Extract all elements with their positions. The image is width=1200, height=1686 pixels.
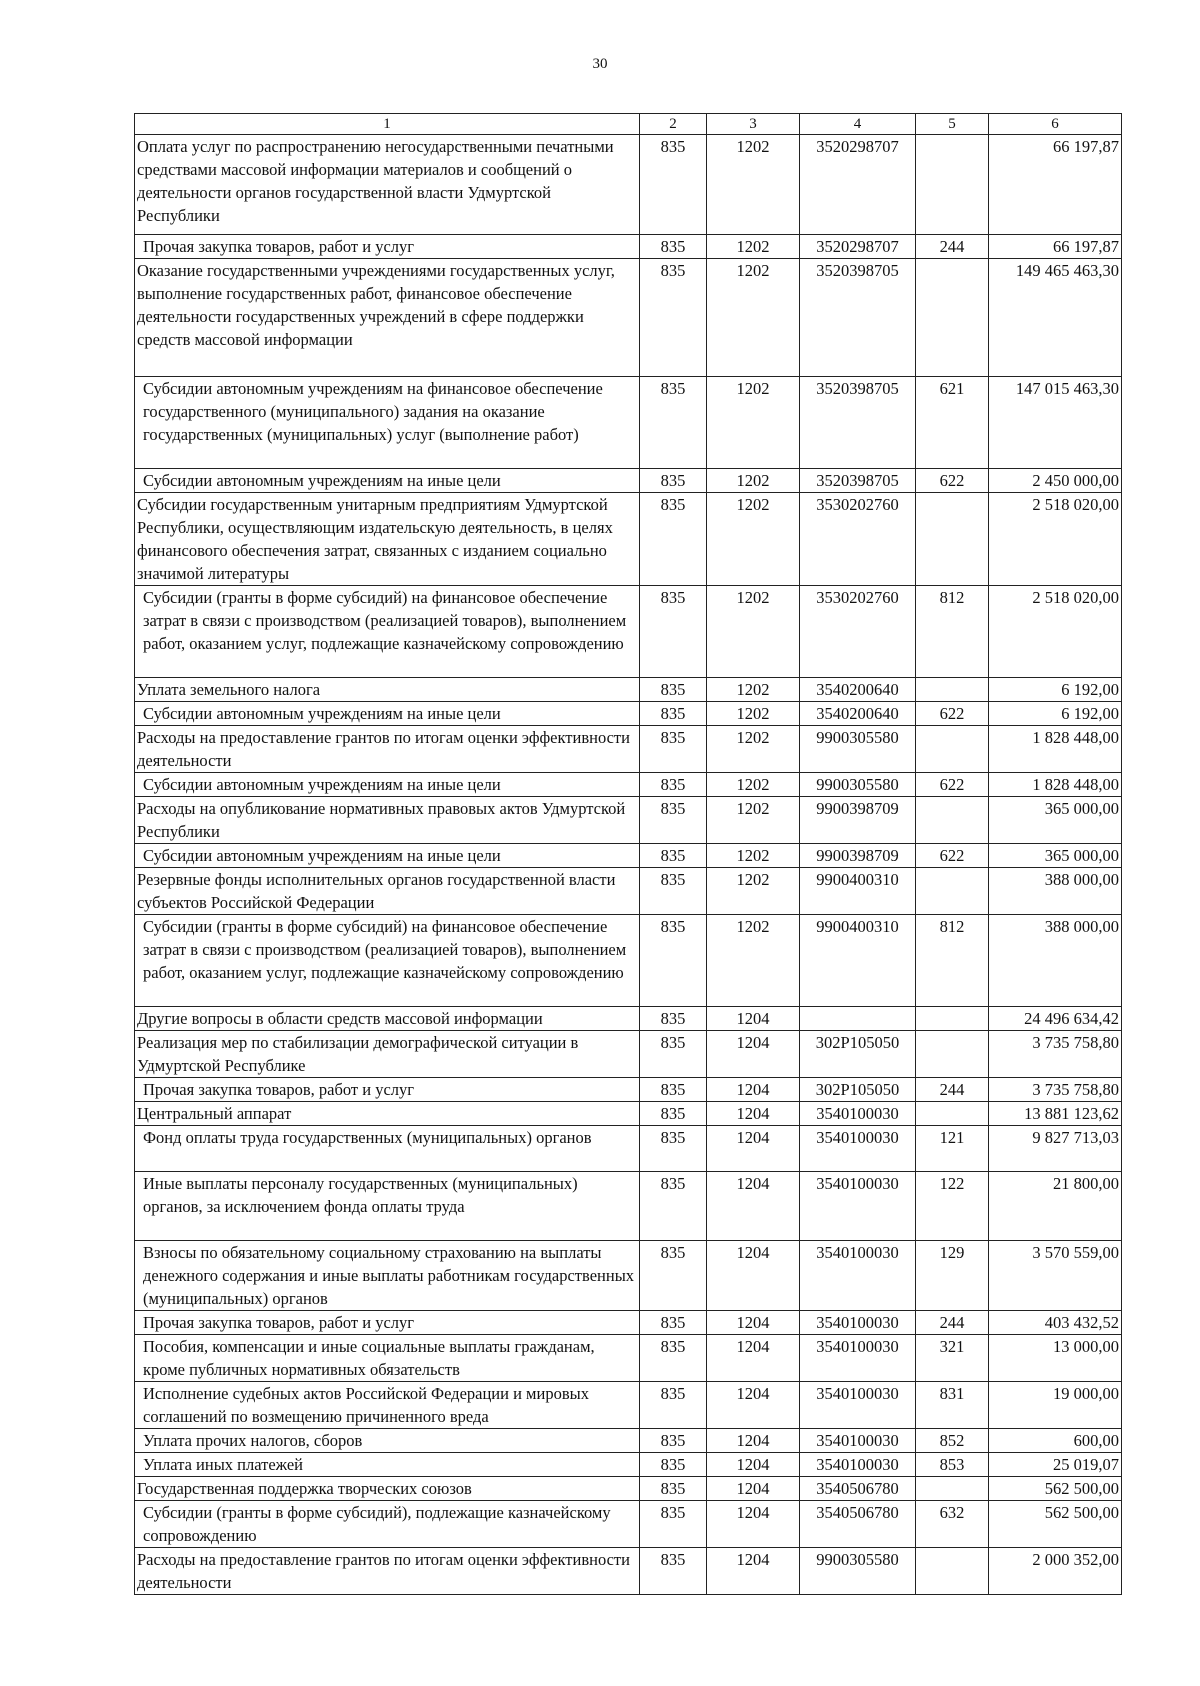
row-sum-cell: 25 019,07 — [989, 1453, 1122, 1477]
row-vr-cell: 129 — [916, 1241, 989, 1311]
row-vr-cell: 621 — [916, 377, 989, 469]
budget-table — [134, 113, 1122, 1595]
row-rzpr-cell: 1202 — [707, 377, 800, 469]
row-vr-cell — [916, 1007, 989, 1031]
row-name-cell: Субсидии (гранты в форме субсидий) на финансовое обеспечение затрат в связи с производством (реализацией товаров), выполнением работ, оказанием услуг, подлежащие казначейскому сопровождению — [135, 915, 640, 1007]
row-csr-cell: 3540200640 — [800, 678, 916, 702]
row-sum-cell: 365 000,00 — [989, 797, 1122, 844]
table-row — [135, 1501, 1122, 1548]
row-sum-cell: 3 735 758,80 — [989, 1031, 1122, 1078]
row-rzpr-cell: 1204 — [707, 1429, 800, 1453]
row-csr-cell: 9900305580 — [800, 773, 916, 797]
row-name-cell: Субсидии государственным унитарным предприятиям Удмуртской Республики, осуществляющим издательскую деятельность, в целях финансового обеспечения затрат, связанных с изданием социально значимой литературы — [135, 493, 640, 586]
row-sum-cell: 6 192,00 — [989, 702, 1122, 726]
table-row — [135, 1429, 1122, 1453]
row-csr-cell: 3540100030 — [800, 1453, 916, 1477]
row-ved-cell: 835 — [640, 844, 707, 868]
row-rzpr-cell: 1202 — [707, 586, 800, 678]
row-sum-cell: 66 197,87 — [989, 235, 1122, 259]
table-row — [135, 1241, 1122, 1311]
row-sum-cell: 13 881 123,62 — [989, 1102, 1122, 1126]
row-name-cell: Субсидии автономным учреждениям на финансовое обеспечение государственного (муниципального) задания на оказание государственных (муниципальных) услуг (выполнение работ) — [135, 377, 640, 469]
row-vr-cell — [916, 1548, 989, 1595]
table-row — [135, 844, 1122, 868]
row-sum-cell: 147 015 463,30 — [989, 377, 1122, 469]
row-csr-cell: 3530202760 — [800, 586, 916, 678]
row-sum-cell: 600,00 — [989, 1429, 1122, 1453]
header-row — [135, 114, 1122, 135]
row-ved-cell: 835 — [640, 1382, 707, 1429]
row-sum-cell: 388 000,00 — [989, 868, 1122, 915]
row-name-cell: Уплата земельного налога — [135, 678, 640, 702]
table-row — [135, 915, 1122, 1007]
row-ved-cell: 835 — [640, 726, 707, 773]
table-row — [135, 678, 1122, 702]
table-row — [135, 235, 1122, 259]
row-rzpr-cell: 1202 — [707, 726, 800, 773]
row-csr-cell: 9900398709 — [800, 797, 916, 844]
table-row — [135, 1382, 1122, 1429]
row-sum-cell: 13 000,00 — [989, 1335, 1122, 1382]
row-sum-cell: 403 432,52 — [989, 1311, 1122, 1335]
table-row — [135, 259, 1122, 377]
row-sum-cell: 19 000,00 — [989, 1382, 1122, 1429]
row-ved-cell: 835 — [640, 1126, 707, 1172]
table-row — [135, 1335, 1122, 1382]
row-csr-cell: 3540100030 — [800, 1126, 916, 1172]
row-ved-cell: 835 — [640, 797, 707, 844]
row-csr-cell: 302P105050 — [800, 1031, 916, 1078]
table-body — [135, 135, 1122, 1595]
row-sum-cell: 66 197,87 — [989, 135, 1122, 235]
row-csr-cell: 9900305580 — [800, 1548, 916, 1595]
row-rzpr-cell: 1202 — [707, 797, 800, 844]
table-row — [135, 702, 1122, 726]
row-csr-cell: 9900400310 — [800, 868, 916, 915]
table-row — [135, 1126, 1122, 1172]
row-vr-cell: 244 — [916, 1311, 989, 1335]
row-rzpr-cell: 1204 — [707, 1241, 800, 1311]
row-sum-cell: 1 828 448,00 — [989, 726, 1122, 773]
table-row — [135, 586, 1122, 678]
row-vr-cell: 632 — [916, 1501, 989, 1548]
row-name-cell: Уплата иных платежей — [135, 1453, 640, 1477]
row-ved-cell: 835 — [640, 1078, 707, 1102]
row-csr-cell: 9900398709 — [800, 844, 916, 868]
table-row — [135, 1477, 1122, 1501]
table-row — [135, 1172, 1122, 1241]
row-vr-cell: 622 — [916, 702, 989, 726]
row-name-cell: Фонд оплаты труда государственных (муниципальных) органов — [135, 1126, 640, 1172]
row-rzpr-cell: 1204 — [707, 1477, 800, 1501]
row-name-cell: Прочая закупка товаров, работ и услуг — [135, 1078, 640, 1102]
row-ved-cell: 835 — [640, 915, 707, 1007]
row-csr-cell: 3540506780 — [800, 1501, 916, 1548]
row-ved-cell: 835 — [640, 1477, 707, 1501]
row-rzpr-cell: 1204 — [707, 1311, 800, 1335]
row-sum-cell: 562 500,00 — [989, 1477, 1122, 1501]
row-rzpr-cell: 1202 — [707, 135, 800, 235]
row-ved-cell: 835 — [640, 1429, 707, 1453]
row-csr-cell: 3540100030 — [800, 1311, 916, 1335]
row-vr-cell: 121 — [916, 1126, 989, 1172]
row-rzpr-cell: 1204 — [707, 1078, 800, 1102]
row-vr-cell: 852 — [916, 1429, 989, 1453]
table-row — [135, 1102, 1122, 1126]
row-ved-cell: 835 — [640, 1241, 707, 1311]
row-vr-cell — [916, 1102, 989, 1126]
row-name-cell: Субсидии (гранты в форме субсидий), подлежащие казначейскому сопровождению — [135, 1501, 640, 1548]
row-ved-cell: 835 — [640, 702, 707, 726]
row-csr-cell: 3520398705 — [800, 469, 916, 493]
row-vr-cell — [916, 259, 989, 377]
row-sum-cell: 2 518 020,00 — [989, 586, 1122, 678]
row-csr-cell: 3540100030 — [800, 1241, 916, 1311]
row-vr-cell — [916, 135, 989, 235]
header-col-2: 2 — [640, 114, 707, 135]
row-rzpr-cell: 1204 — [707, 1172, 800, 1241]
row-name-cell: Пособия, компенсации и иные социальные выплаты гражданам, кроме публичных нормативных обязательств — [135, 1335, 640, 1382]
row-rzpr-cell: 1202 — [707, 773, 800, 797]
row-ved-cell: 835 — [640, 1102, 707, 1126]
row-ved-cell: 835 — [640, 678, 707, 702]
table-row — [135, 1078, 1122, 1102]
row-sum-cell: 24 496 634,42 — [989, 1007, 1122, 1031]
row-sum-cell: 21 800,00 — [989, 1172, 1122, 1241]
row-rzpr-cell: 1204 — [707, 1453, 800, 1477]
row-ved-cell: 835 — [640, 469, 707, 493]
row-ved-cell: 835 — [640, 377, 707, 469]
row-ved-cell: 835 — [640, 773, 707, 797]
row-csr-cell: 3540100030 — [800, 1382, 916, 1429]
row-vr-cell: 622 — [916, 844, 989, 868]
row-name-cell: Уплата прочих налогов, сборов — [135, 1429, 640, 1453]
table-row — [135, 135, 1122, 235]
row-name-cell: Прочая закупка товаров, работ и услуг — [135, 1311, 640, 1335]
row-vr-cell — [916, 1031, 989, 1078]
row-name-cell: Исполнение судебных актов Российской Федерации и мировых соглашений по возмещению причиненного вреда — [135, 1382, 640, 1429]
row-name-cell: Субсидии автономным учреждениям на иные цели — [135, 702, 640, 726]
row-name-cell: Субсидии автономным учреждениям на иные цели — [135, 469, 640, 493]
row-vr-cell: 622 — [916, 773, 989, 797]
row-name-cell: Прочая закупка товаров, работ и услуг — [135, 235, 640, 259]
row-ved-cell: 835 — [640, 1453, 707, 1477]
row-vr-cell: 853 — [916, 1453, 989, 1477]
row-sum-cell: 2 518 020,00 — [989, 493, 1122, 586]
row-rzpr-cell: 1202 — [707, 469, 800, 493]
row-rzpr-cell: 1202 — [707, 868, 800, 915]
row-name-cell: Субсидии (гранты в форме субсидий) на финансовое обеспечение затрат в связи с производством (реализацией товаров), выполнением работ, оказанием услуг, подлежащие казначейскому сопровождению — [135, 586, 640, 678]
row-vr-cell — [916, 726, 989, 773]
row-sum-cell: 562 500,00 — [989, 1501, 1122, 1548]
row-ved-cell: 835 — [640, 259, 707, 377]
row-name-cell: Взносы по обязательному социальному страхованию на выплаты денежного содержания и иные выплаты работникам государственных (муниципальных) органов — [135, 1241, 640, 1311]
row-vr-cell — [916, 678, 989, 702]
row-sum-cell: 6 192,00 — [989, 678, 1122, 702]
row-rzpr-cell: 1204 — [707, 1501, 800, 1548]
row-csr-cell: 3520398705 — [800, 377, 916, 469]
table-header — [135, 114, 1122, 135]
table-row — [135, 1007, 1122, 1031]
row-ved-cell: 835 — [640, 1548, 707, 1595]
row-vr-cell — [916, 868, 989, 915]
row-rzpr-cell: 1202 — [707, 259, 800, 377]
row-ved-cell: 835 — [640, 235, 707, 259]
row-rzpr-cell: 1202 — [707, 844, 800, 868]
row-name-cell: Оказание государственными учреждениями государственных услуг, выполнение государственных работ, финансовое обеспечение деятельности государственных учреждений в сфере поддержки средств массовой информации — [135, 259, 640, 377]
row-vr-cell — [916, 493, 989, 586]
row-vr-cell: 812 — [916, 915, 989, 1007]
table-row — [135, 469, 1122, 493]
row-csr-cell: 9900400310 — [800, 915, 916, 1007]
row-name-cell: Государственная поддержка творческих союзов — [135, 1477, 640, 1501]
row-name-cell: Иные выплаты персоналу государственных (муниципальных) органов, за исключением фонда оплаты труда — [135, 1172, 640, 1241]
table-row — [135, 377, 1122, 469]
row-ved-cell: 835 — [640, 1501, 707, 1548]
row-ved-cell: 835 — [640, 1007, 707, 1031]
row-csr-cell: 3530202760 — [800, 493, 916, 586]
row-sum-cell: 2 450 000,00 — [989, 469, 1122, 493]
row-csr-cell: 3540506780 — [800, 1477, 916, 1501]
row-csr-cell: 3540100030 — [800, 1335, 916, 1382]
row-csr-cell: 9900305580 — [800, 726, 916, 773]
row-csr-cell: 3520298707 — [800, 135, 916, 235]
row-ved-cell: 835 — [640, 1172, 707, 1241]
row-name-cell: Расходы на предоставление грантов по итогам оценки эффективности деятельности — [135, 726, 640, 773]
row-ved-cell: 835 — [640, 493, 707, 586]
row-rzpr-cell: 1204 — [707, 1382, 800, 1429]
row-csr-cell: 3540100030 — [800, 1102, 916, 1126]
row-sum-cell: 365 000,00 — [989, 844, 1122, 868]
row-vr-cell — [916, 1477, 989, 1501]
row-name-cell: Оплата услуг по распространению негосударственными печатными средствами массовой информации материалов и сообщений о деятельности органов государственной власти Удмуртской Республики — [135, 135, 640, 235]
row-ved-cell: 835 — [640, 868, 707, 915]
row-rzpr-cell: 1202 — [707, 678, 800, 702]
row-csr-cell: 3520298707 — [800, 235, 916, 259]
row-rzpr-cell: 1204 — [707, 1031, 800, 1078]
row-rzpr-cell: 1204 — [707, 1126, 800, 1172]
row-rzpr-cell: 1204 — [707, 1102, 800, 1126]
table-row — [135, 773, 1122, 797]
row-sum-cell: 3 735 758,80 — [989, 1078, 1122, 1102]
table-row — [135, 726, 1122, 773]
table-row — [135, 1311, 1122, 1335]
row-ved-cell: 835 — [640, 1311, 707, 1335]
row-csr-cell: 3540200640 — [800, 702, 916, 726]
table-row — [135, 1548, 1122, 1595]
row-rzpr-cell: 1202 — [707, 493, 800, 586]
header-col-4: 4 — [800, 114, 916, 135]
row-sum-cell: 388 000,00 — [989, 915, 1122, 1007]
row-vr-cell: 321 — [916, 1335, 989, 1382]
row-sum-cell: 1 828 448,00 — [989, 773, 1122, 797]
row-vr-cell: 622 — [916, 469, 989, 493]
row-rzpr-cell: 1202 — [707, 702, 800, 726]
row-name-cell: Другие вопросы в области средств массовой информации — [135, 1007, 640, 1031]
header-col-3: 3 — [707, 114, 800, 135]
row-sum-cell: 3 570 559,00 — [989, 1241, 1122, 1311]
header-col-1: 1 — [135, 114, 640, 135]
row-name-cell: Субсидии автономным учреждениям на иные цели — [135, 844, 640, 868]
row-csr-cell: 3540100030 — [800, 1172, 916, 1241]
header-col-6: 6 — [989, 114, 1122, 135]
row-name-cell: Резервные фонды исполнительных органов государственной власти субъектов Российской Федерации — [135, 868, 640, 915]
row-ved-cell: 835 — [640, 1031, 707, 1078]
row-sum-cell: 2 000 352,00 — [989, 1548, 1122, 1595]
row-vr-cell — [916, 797, 989, 844]
row-rzpr-cell: 1204 — [707, 1548, 800, 1595]
row-vr-cell: 812 — [916, 586, 989, 678]
row-name-cell: Расходы на опубликование нормативных правовых актов Удмуртской Республики — [135, 797, 640, 844]
row-rzpr-cell: 1202 — [707, 235, 800, 259]
row-csr-cell: 3540100030 — [800, 1429, 916, 1453]
row-vr-cell: 244 — [916, 1078, 989, 1102]
row-vr-cell: 122 — [916, 1172, 989, 1241]
row-csr-cell: 3520398705 — [800, 259, 916, 377]
row-ved-cell: 835 — [640, 1335, 707, 1382]
table-row — [135, 1453, 1122, 1477]
row-ved-cell: 835 — [640, 586, 707, 678]
table-row — [135, 493, 1122, 586]
table-row — [135, 868, 1122, 915]
row-csr-cell — [800, 1007, 916, 1031]
table-row — [135, 1031, 1122, 1078]
row-name-cell: Субсидии автономным учреждениям на иные цели — [135, 773, 640, 797]
row-vr-cell: 831 — [916, 1382, 989, 1429]
header-col-5: 5 — [916, 114, 989, 135]
row-name-cell: Расходы на предоставление грантов по итогам оценки эффективности деятельности — [135, 1548, 640, 1595]
page-number: 30 — [592, 56, 608, 72]
row-rzpr-cell: 1204 — [707, 1007, 800, 1031]
row-sum-cell: 9 827 713,03 — [989, 1126, 1122, 1172]
row-ved-cell: 835 — [640, 135, 707, 235]
row-vr-cell: 244 — [916, 235, 989, 259]
row-sum-cell: 149 465 463,30 — [989, 259, 1122, 377]
row-csr-cell: 302P105050 — [800, 1078, 916, 1102]
table-row — [135, 797, 1122, 844]
row-name-cell: Центральный аппарат — [135, 1102, 640, 1126]
row-rzpr-cell: 1204 — [707, 1335, 800, 1382]
row-rzpr-cell: 1202 — [707, 915, 800, 1007]
row-name-cell: Реализация мер по стабилизации демографической ситуации в Удмуртской Республике — [135, 1031, 640, 1078]
